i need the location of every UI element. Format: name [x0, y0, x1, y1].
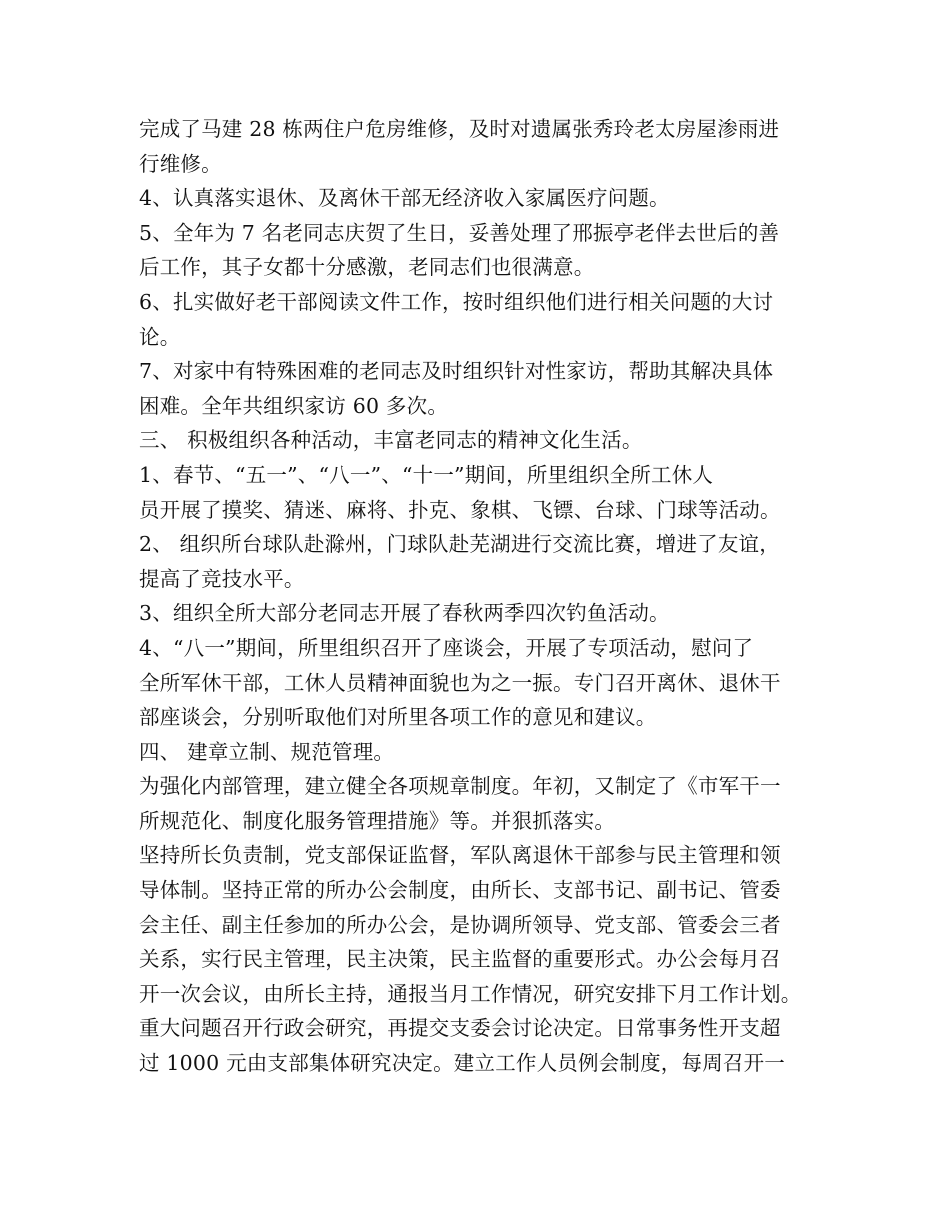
text-line: 所规范化、制度化服务管理措施》等。并狠抓落实。 [139, 808, 616, 833]
text-line: 3、组织全所大部分老同志开展了春秋两季四次钓鱼活动。 [139, 601, 670, 626]
text-line: 2、 组织所台球队赴滁州，门球队赴芜湖进行交流比赛，增进了友谊， [139, 532, 780, 557]
text-line: 过 1000 元由支部集体研究决定。建立工作人员例会制度，每周召开一 [139, 1051, 786, 1076]
text-line: 1、春节、“五一”、“八一”、“十一”期间，所里组织全所工休人 [139, 462, 714, 487]
text-line: 提高了竞技水平。 [139, 566, 305, 591]
text-line: 困难。全年共组织家访 60 多次。 [139, 393, 449, 418]
text-line: 4、认真落实退休、及离休干部无经济收入家属医疗问题。 [139, 186, 670, 211]
text-line: 后工作，其子女都十分感激，老同志们也很满意。 [139, 255, 595, 280]
section-heading: 三、 积极组织各种活动，丰富老同志的精神文化生活。 [139, 428, 643, 453]
text-line: 6、扎实做好老干部阅读文件工作，按时组织他们进行相关问题的大讨 [139, 289, 774, 314]
text-line: 完成了马建 28 栋两住户危房维修，及时对遗属张秀玲老太房屋渗雨进 [139, 117, 780, 141]
text-line: 论。 [139, 324, 181, 349]
text-line: 开一次会议，由所长主持，通报当月工作情况，研究安排下月工作计划。 [139, 981, 802, 1006]
text-line: 5、全年为 7 名老同志庆贺了生日，妥善处理了邢振亭老伴去世后的善 [139, 220, 780, 245]
section-heading: 四、 建章立制、规范管理。 [139, 739, 395, 764]
text-line: 会主任、副主任参加的所办公会，是协调所领导、党支部、管委会三者 [139, 912, 781, 937]
text-line: 坚持所长负责制，党支部保证监督，军队离退休干部参与民主管理和领 [139, 843, 781, 868]
text-line: 导体制。坚持正常的所办公会制度，由所长、支部书记、副书记、管委 [139, 878, 781, 903]
text-line: 4、“八一”期间，所里组织召开了座谈会，开展了专项活动，慰问了 [139, 635, 754, 660]
text-line: 为强化内部管理，建立健全各项规章制度。年初，又制定了《市军干一 [139, 774, 781, 799]
text-line: 重大问题召开行政会研究，再提交支委会讨论决定。日常事务性开支超 [139, 1016, 781, 1041]
text-line: 行维修。 [139, 151, 222, 176]
text-line: 全所军休干部，工休人员精神面貌也为之一振。专门召开离休、退休干 [139, 670, 781, 695]
text-line: 员开展了摸奖、猜迷、麻将、扑克、象棋、飞镖、台球、门球等活动。 [139, 497, 781, 522]
document-body [139, 112, 839, 1081]
text-line: 关系，实行民主管理，民主决策，民主监督的重要形式。办公会每月召 [139, 947, 781, 972]
text-line: 部座谈会，分别听取他们对所里各项工作的意见和建议。 [139, 705, 657, 730]
text-line: 7、对家中有特殊困难的老同志及时组织针对性家访，帮助其解决具体 [139, 359, 774, 384]
